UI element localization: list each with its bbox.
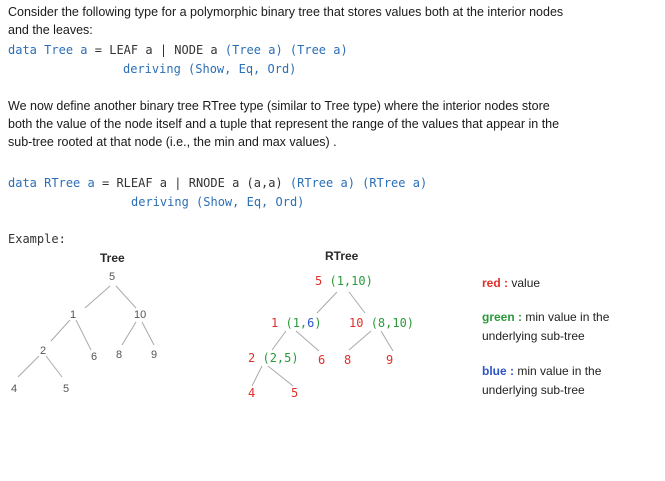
intro-line-2: and the leaves: bbox=[8, 23, 93, 37]
node-value: 2 bbox=[248, 351, 256, 365]
legend-text: underlying sub-tree bbox=[482, 383, 585, 397]
edge bbox=[142, 322, 154, 345]
rtree-type-declaration bbox=[8, 174, 427, 192]
leaf-ctor: RLEAF a bbox=[116, 176, 168, 190]
tree-deriving-clause bbox=[123, 60, 296, 78]
type-var: a bbox=[80, 43, 88, 57]
node-range-max: 6 bbox=[307, 316, 315, 330]
equals: = bbox=[94, 43, 102, 57]
legend-text: min value in the bbox=[525, 310, 610, 324]
node-range: (8,10) bbox=[370, 316, 415, 330]
deriving-classes: (Show, Eq, Ord) bbox=[196, 195, 305, 209]
tree-node: 2 bbox=[40, 345, 47, 357]
node-value: 1 bbox=[271, 316, 279, 330]
legend-text: underlying sub-tree bbox=[482, 329, 585, 343]
rtree-deriving-clause bbox=[131, 193, 304, 211]
data-keyword: data bbox=[8, 176, 37, 190]
edge bbox=[18, 356, 39, 377]
node-range-close: ) bbox=[314, 316, 322, 330]
type-name: RTree bbox=[44, 176, 81, 190]
tree-node: 5 bbox=[109, 271, 116, 283]
edge bbox=[76, 320, 91, 350]
legend-key: blue : bbox=[482, 364, 514, 378]
rtree-left bbox=[271, 316, 322, 330]
edge bbox=[51, 320, 70, 341]
leaf-ctor: LEAF a bbox=[109, 43, 153, 57]
rtree-desc-line-2: both the value of the node itself and a tuple that represent the range of the values that appear in the bbox=[8, 117, 560, 131]
edge bbox=[349, 331, 371, 350]
tree-node: 6 bbox=[91, 351, 98, 363]
rtree-desc-line-3: sub-tree rooted at that node (i.e., the min and max values) . bbox=[8, 135, 337, 149]
edge bbox=[317, 292, 337, 313]
rtree-leaf: 5 bbox=[291, 386, 299, 400]
rtree-leaf: 9 bbox=[386, 353, 394, 367]
bar: | bbox=[159, 43, 168, 57]
edge bbox=[116, 286, 136, 308]
rtree-description bbox=[8, 97, 559, 151]
legend-red bbox=[482, 274, 540, 293]
data-keyword: data bbox=[8, 43, 37, 57]
node-range: (2,5) bbox=[262, 351, 299, 365]
type-name: Tree bbox=[44, 43, 74, 57]
intro-paragraph bbox=[8, 3, 563, 39]
tree-node: 5 bbox=[63, 383, 70, 395]
node-arg-1: (RTree a) bbox=[289, 176, 355, 190]
rtree-title: RTree bbox=[325, 249, 359, 263]
legend-green bbox=[482, 308, 609, 346]
edge bbox=[381, 331, 393, 351]
edge bbox=[272, 331, 286, 350]
node-value: 10 bbox=[349, 316, 364, 330]
deriving-keyword: deriving bbox=[123, 62, 181, 76]
rtree-right bbox=[349, 316, 414, 330]
node-range: (1,10) bbox=[329, 274, 373, 288]
edge bbox=[85, 286, 110, 308]
rtree-leaf: 6 bbox=[318, 353, 326, 367]
type-var: a bbox=[87, 176, 95, 190]
tree-node: 4 bbox=[11, 383, 18, 395]
edge bbox=[296, 331, 319, 351]
legend-key: green : bbox=[482, 310, 523, 324]
node-arg-2: (Tree a) bbox=[289, 43, 348, 57]
legend-text: value bbox=[511, 276, 541, 290]
bar: | bbox=[174, 176, 182, 190]
rtree-root bbox=[315, 274, 373, 288]
legend-key: red : bbox=[482, 276, 509, 290]
node-arg-2: (RTree a) bbox=[362, 176, 428, 190]
rtree-left-left bbox=[248, 351, 299, 365]
equals: = bbox=[101, 176, 110, 190]
edge bbox=[268, 366, 293, 386]
edge bbox=[46, 356, 62, 377]
node-arg-1: (Tree a) bbox=[224, 43, 283, 57]
legend-blue bbox=[482, 362, 601, 400]
node-value: 5 bbox=[315, 274, 323, 288]
node-ctor: NODE a bbox=[174, 43, 218, 57]
deriving-classes: (Show, Eq, Ord) bbox=[188, 62, 297, 76]
tree-node: 10 bbox=[134, 309, 147, 321]
legend-text: min value in the bbox=[517, 364, 602, 378]
tree-title: Tree bbox=[100, 251, 125, 265]
rtree-leaf: 4 bbox=[248, 386, 256, 400]
tree-node: 8 bbox=[116, 349, 123, 361]
example-label: Example: bbox=[8, 232, 66, 246]
edge bbox=[252, 366, 262, 386]
node-range-open: (1, bbox=[285, 316, 308, 330]
tree-type-declaration bbox=[8, 41, 348, 59]
rtree-desc-line-1: We now define another binary tree RTree type (similar to Tree type) where the interior nodes store bbox=[8, 99, 550, 113]
edge bbox=[122, 322, 136, 345]
rtree-leaf: 8 bbox=[344, 353, 352, 367]
node-ctor: RNODE a bbox=[188, 176, 240, 190]
node-tuple: (a,a) bbox=[246, 176, 283, 190]
tree-node: 9 bbox=[151, 349, 158, 361]
edge bbox=[349, 292, 365, 313]
tree-node: 1 bbox=[70, 309, 77, 321]
intro-line-1: Consider the following type for a polymorphic binary tree that stores values both at the interior nodes bbox=[8, 5, 564, 19]
deriving-keyword: deriving bbox=[131, 195, 189, 209]
